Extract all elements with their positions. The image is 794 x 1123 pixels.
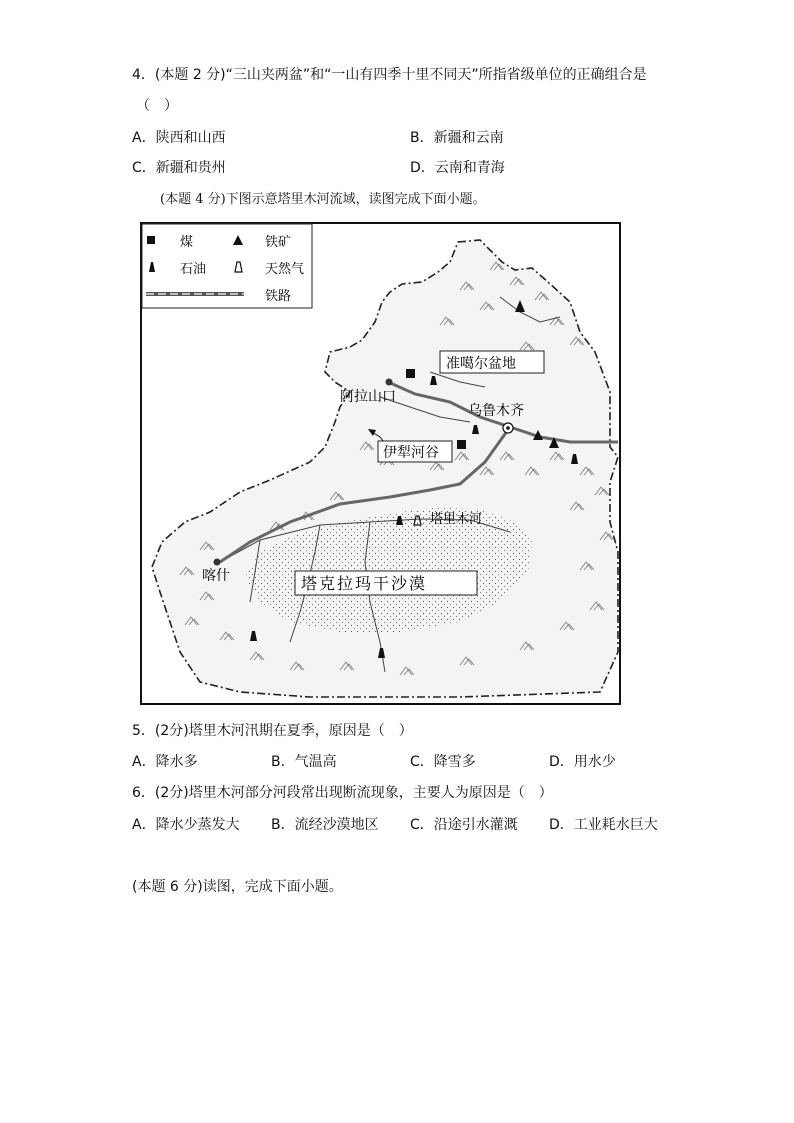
tarim-river-label: 塔里木河 (430, 512, 483, 527)
alashankou-marker (386, 379, 393, 386)
tarim-river-basin-map (140, 222, 621, 705)
urumqi-label: 乌鲁木齐 (468, 403, 524, 419)
legend-oil-label: 石油 (180, 262, 207, 277)
legend-railway-label: 铁路 (265, 289, 292, 304)
question-4-option-c: C．新疆和贵州 (132, 160, 226, 176)
question-6-option-a: A．降水少蒸发大 (132, 817, 240, 833)
question-4-stem: 4．(本题 2 分)“三山夹两盆”和“一山有四季十里不同天”所指省级单位的正确组合是 (132, 67, 647, 83)
alashankou-label: 阿拉山口 (340, 389, 396, 405)
question-6-stem: 6．(2分)塔里木河部分河段常出现断流现象，主要人为原因是（ ） (132, 785, 553, 801)
question-6-option-b: B．流经沙漠地区 (271, 817, 379, 833)
kashgar-label: 喀什 (202, 568, 230, 584)
taklimakan-desert-label: 塔克拉玛干沙漠 (301, 574, 428, 593)
legend-coal-label: 煤 (180, 235, 194, 250)
junggar-basin-label: 准噶尔盆地 (446, 356, 516, 372)
legend-gas-label: 天然气 (265, 262, 305, 277)
next-section-intro: (本题 6 分)读图，完成下面小题。 (132, 879, 343, 895)
question-5-option-c: C．降雪多 (410, 754, 476, 770)
coal-marker (406, 369, 415, 378)
coal-marker (457, 440, 466, 449)
question-5-option-b: B．气温高 (271, 754, 337, 770)
coal-legend-icon (147, 236, 155, 244)
map-legend (142, 224, 312, 308)
question-4-option-d: D．云南和青海 (410, 160, 505, 176)
question-4-answer-paren: （ ） (136, 98, 178, 114)
kashgar-marker (214, 559, 221, 566)
map-section-intro: (本题 4 分)下图示意塔里木河流域，读图完成下面小题。 (160, 192, 486, 207)
question-5-option-d: D．用水少 (549, 754, 616, 770)
question-4-option-b: B．新疆和云南 (410, 130, 504, 146)
yili-valley-label: 伊犁河谷 (383, 445, 439, 461)
question-5-option-a: A．降水多 (132, 754, 198, 770)
question-6-option-d: D．工业耗水巨大 (549, 817, 658, 833)
legend-iron-label: 铁矿 (265, 235, 292, 250)
question-4-option-a: A．陕西和山西 (132, 130, 226, 146)
question-5-stem: 5．(2分)塔里木河汛期在夏季，原因是（ ） (132, 723, 413, 739)
question-6-option-c: C．沿途引水灌溉 (410, 817, 518, 833)
